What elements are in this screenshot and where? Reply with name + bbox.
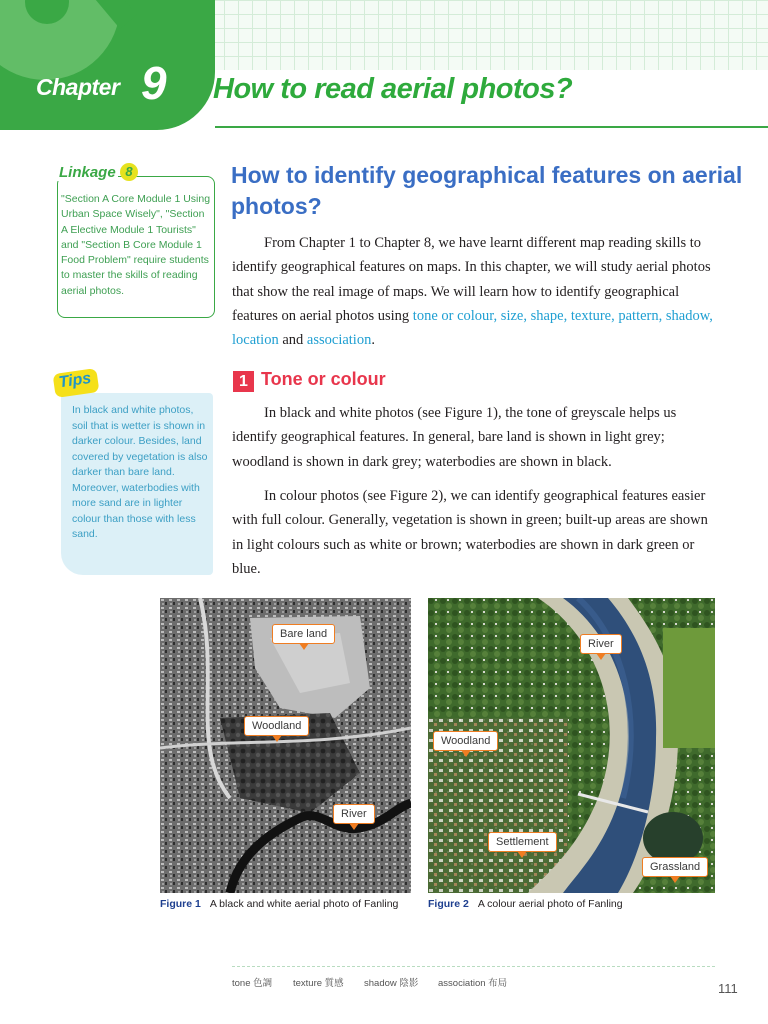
linkage-text: "Section A Core Module 1 Using Urban Space Wisely", "Section A Elective Module 1 Tourists" and "Section B Core Module 1 Food Problem" require students to master the skills of reading aerial photos. (61, 193, 211, 297)
glossary-item: shadow 陰影 (364, 978, 419, 989)
figure-1-photo (160, 598, 411, 893)
glossary-item: texture 質感 (293, 978, 344, 989)
linkage-tag: Linkage (59, 164, 116, 181)
intro-paragraph (232, 231, 714, 352)
intro-term-last: association (306, 332, 372, 349)
linkage-badge: 8 (120, 163, 138, 181)
intro-and: and (278, 332, 307, 349)
figure-2-photo (428, 598, 715, 893)
tone-paragraph-2 (232, 484, 714, 581)
chapter-number: 9 (141, 57, 167, 109)
glossary-item: association 布局 (438, 978, 508, 989)
label-grassland: Grassland (642, 857, 708, 877)
chapter-banner (0, 0, 215, 130)
subsection-title: Tone or colour (261, 369, 386, 389)
chapter-title: How to read aerial photos? (213, 73, 573, 105)
tone-paragraph-1-text: In black and white photos (see Figure 1), the tone of greyscale helps us identify geographical features. In general, bare land is shown in light grey; woodland is shown in dark grey; waterbodies are shown in black. (232, 405, 677, 470)
label-river: River (580, 634, 622, 654)
label-river: River (333, 804, 375, 824)
label-woodland: Woodland (433, 731, 498, 751)
tone-paragraph-2-text: In colour photos (see Figure 2), we can identify geographical features easier with full colour. Generally, vegetation is shown in green; built-up areas are shown in light colours such as white or brown; waterbodies are shown in dark green or blue. (232, 488, 708, 577)
figure-1-number: Figure 1 (160, 898, 201, 910)
chapter-label: Chapter (36, 74, 120, 100)
intro-terms: tone or colour, size, shape, texture, pattern, shadow, location (232, 307, 713, 349)
tips-text: In black and white photos, soil that is wetter is shown in darker colour. Besides, land covered by vegetation is also darker than bare land. Moreover, waterbodies with more sand are in lighter colour than those with less sand. (72, 404, 208, 540)
section-title: How to identify geographical features on aerial photos? (231, 162, 743, 219)
figure-1-caption-text: A black and white aerial photo of Fanling (209, 898, 399, 910)
figure-2-caption-text: A colour aerial photo of Fanling (477, 898, 623, 910)
page-number: 111 (718, 981, 738, 996)
tone-paragraph-1 (232, 401, 714, 474)
figure-1-caption (160, 898, 398, 910)
intro-text: From Chapter 1 to Chapter 8, we have learnt different map reading skills to identify geographical features on maps. In this chapter, we will study aerial photos that show the real image of maps. We will learn how to identify geographical features on aerial photos using (232, 235, 711, 324)
chapter-title-rule (215, 126, 768, 128)
glossary-divider (232, 966, 715, 967)
subsection-number: 1 (233, 371, 254, 392)
label-bare-land: Bare land (272, 624, 335, 644)
label-woodland: Woodland (244, 716, 309, 736)
tips-tag-label: Tips (57, 369, 93, 392)
figure-2-caption (428, 898, 623, 910)
glossary-item: tone 色調 (232, 978, 273, 989)
label-settlement: Settlement (488, 832, 557, 852)
figure-2-number: Figure 2 (428, 898, 469, 910)
intro-end: . (371, 332, 375, 349)
